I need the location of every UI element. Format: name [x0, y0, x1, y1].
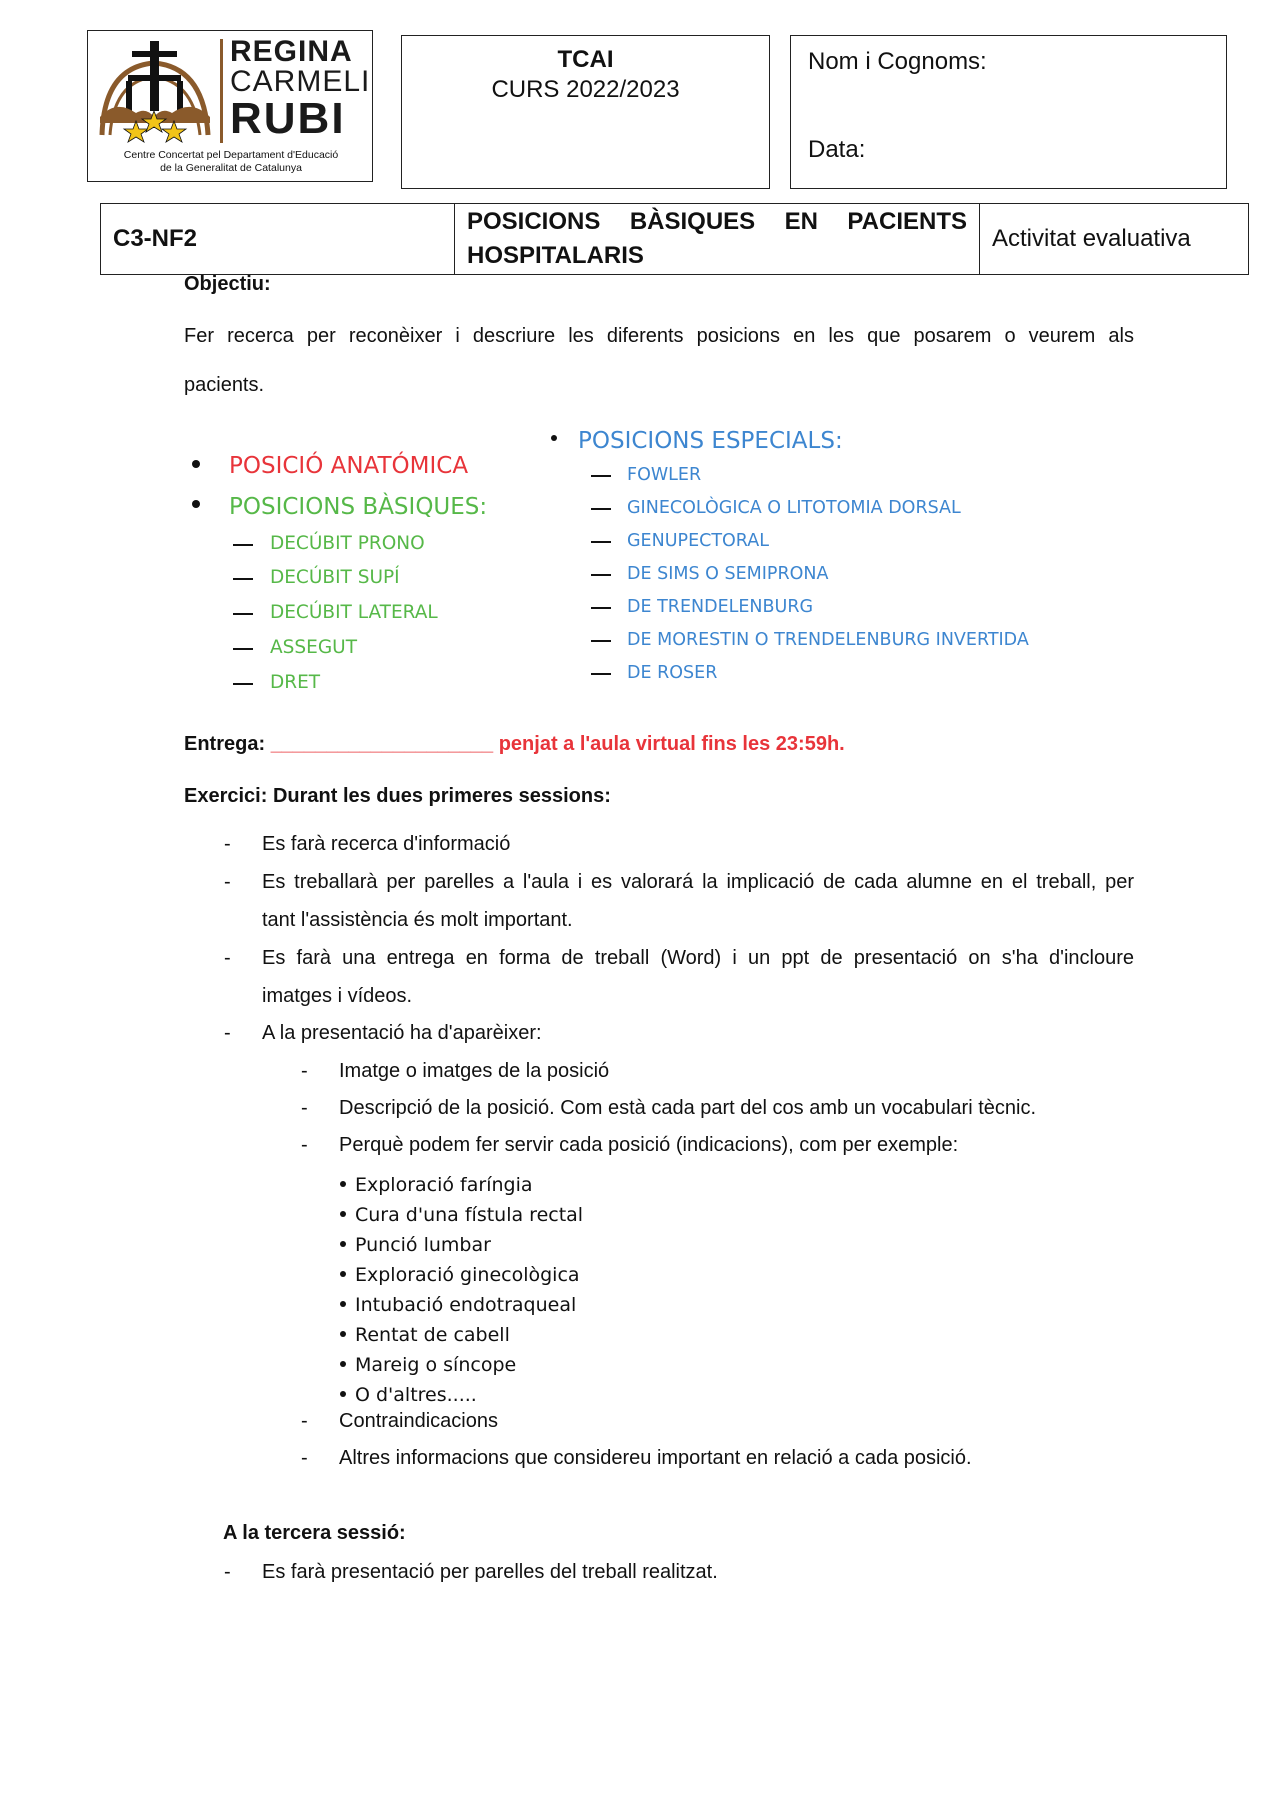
sub-item: Perquè podem fer servir cada posició (indicacions), com per exemple: [339, 1134, 959, 1156]
example-item: Intubació endotraqueal [340, 1294, 576, 1316]
basic-item: ASSEGUT [270, 637, 358, 658]
dash-icon: - [301, 1097, 308, 1119]
basic-item: DECÚBIT LATERAL [270, 602, 438, 623]
example-item: Punció lumbar [340, 1234, 491, 1256]
title-table [100, 203, 1249, 275]
dash-icon: - [224, 871, 231, 893]
special-item: GENUPECTORAL [627, 531, 769, 551]
logo-carmeli: CARMELI [230, 65, 371, 98]
bullet-icon [340, 1331, 346, 1337]
exercise-item-continued: tant l'assistència és molt important. [262, 909, 573, 931]
objective-text-line-1: Fer recerca per reconèixer i descriure les diferents posicions en les que posarem o veurem als [184, 325, 1134, 347]
example-item: Cura d'una fístula rectal [340, 1204, 583, 1226]
course-box [401, 35, 770, 189]
school-logo-box [87, 30, 373, 182]
logo-caption-1: Centre Concertat pel Departament d'Educació [123, 149, 339, 161]
example-item: Exploració ginecològica [340, 1264, 580, 1286]
delivery-label: Entrega: [184, 733, 266, 755]
example-item: Exploració faríngia [340, 1174, 533, 1196]
basic-item: DECÚBIT PRONO [270, 533, 425, 554]
bullet-icon [340, 1271, 346, 1277]
dash-icon: - [301, 1447, 308, 1469]
bullet-icon [340, 1241, 346, 1247]
objective-text-line-2: pacients. [184, 374, 265, 396]
dash-icon: - [301, 1134, 308, 1156]
example-item: Mareig o síncope [340, 1354, 516, 1376]
example-item: O d'altres..... [340, 1384, 477, 1406]
special-item: DE SIMS O SEMIPRONA [627, 564, 829, 584]
bullet-icon [340, 1181, 346, 1187]
special-item: DE MORESTIN O TRENDELENBURG INVERTIDA [627, 630, 1029, 650]
special-item: DE ROSER [627, 663, 718, 683]
course-year: CURS 2022/2023 [491, 76, 680, 103]
delivery-line [184, 733, 845, 756]
delivery-blank: ____________________ [270, 733, 494, 755]
logo-divider [220, 39, 223, 143]
dash-icon [591, 640, 611, 642]
school-emblem-icon [96, 37, 214, 143]
dash-icon [591, 508, 611, 510]
student-info-box [790, 35, 1227, 189]
basic-item: DECÚBIT SUPÍ [270, 567, 400, 588]
third-session-title: A la tercera sessió: [223, 1522, 406, 1544]
objective-label: Objectiu: [184, 273, 271, 295]
dash-icon [591, 541, 611, 543]
special-item: FOWLER [627, 465, 702, 485]
basic-positions-title: POSICIONS BÀSIQUES: [229, 494, 488, 520]
date-label: Data: [808, 136, 866, 163]
bullet-icon [340, 1391, 346, 1397]
sub-item: Contraindicacions [339, 1410, 498, 1432]
bullet-icon [340, 1361, 346, 1367]
bullet-icon [340, 1211, 346, 1217]
exercise-item: Es farà una entrega en forma de treball (Word) i un ppt de presentació on s'ha d'incloure [262, 947, 1134, 969]
dash-icon: - [224, 1022, 231, 1044]
dash-icon: - [301, 1410, 308, 1432]
special-positions-title: POSICIONS ESPECIALS: [578, 428, 843, 454]
name-label: Nom i Cognoms: [808, 48, 987, 75]
exercise-item-continued: imatges i vídeos. [262, 985, 413, 1007]
activity-type: Activitat evaluativa [980, 204, 1249, 275]
logo-caption-2: de la Generalitat de Catalunya [160, 162, 302, 174]
third-session-item: Es farà presentació per parelles del treball realitzat. [262, 1561, 718, 1583]
exercise-item: Es treballarà per parelles a l'aula i es valorará la implicació de cada alumne en el treball, per [262, 871, 1134, 893]
dash-icon: - [224, 947, 231, 969]
logo-regina: REGINA [230, 35, 353, 68]
activity-title-line-1: POSICIONS BÀSIQUES EN PACIENTS [467, 208, 967, 235]
dash-icon [591, 673, 611, 675]
dash-icon: - [224, 1561, 231, 1583]
dash-icon [591, 475, 611, 477]
activity-title [455, 204, 980, 275]
anatomic-position: POSICIÓ ANATÓMICA [229, 453, 469, 479]
dash-icon: - [301, 1060, 308, 1082]
logo-rubi: RUBI [230, 94, 346, 143]
special-item: GINECOLÒGICA O LITOTOMIA DORSAL [627, 498, 961, 518]
sub-item: Descripció de la posició. Com està cada part del cos amb un vocabulari tècnic. [339, 1097, 1037, 1119]
module-code: C3-NF2 [101, 204, 455, 275]
bullet-icon [340, 1301, 346, 1307]
exercise-item: A la presentació ha d'aparèixer: [262, 1022, 542, 1044]
dash-icon [233, 578, 253, 580]
dash-icon [233, 544, 253, 546]
bullet-icon [192, 500, 200, 508]
activity-title-line-2: HOSPITALARIS [467, 242, 644, 269]
sub-item: Imatge o imatges de la posició [339, 1060, 610, 1082]
dash-icon [233, 613, 253, 615]
dash-icon: - [224, 833, 231, 855]
dash-icon [591, 574, 611, 576]
exercise-item: Es farà recerca d'informació [262, 833, 511, 855]
basic-item: DRET [270, 672, 321, 693]
example-item: Rentat de cabell [340, 1324, 510, 1346]
dash-icon [591, 607, 611, 609]
dash-icon [233, 683, 253, 685]
special-item: DE TRENDELENBURG [627, 597, 814, 617]
bullet-icon [551, 435, 557, 441]
delivery-text: penjat a l'aula virtual fins les 23:59h. [498, 733, 845, 755]
course-title: TCAI [557, 46, 614, 73]
sub-item: Altres informacions que considereu important en relació a cada posició. [339, 1447, 972, 1469]
exercise-title: Exercici: Durant les dues primeres sessions: [184, 785, 611, 807]
dash-icon [233, 648, 253, 650]
bullet-icon [192, 460, 200, 468]
